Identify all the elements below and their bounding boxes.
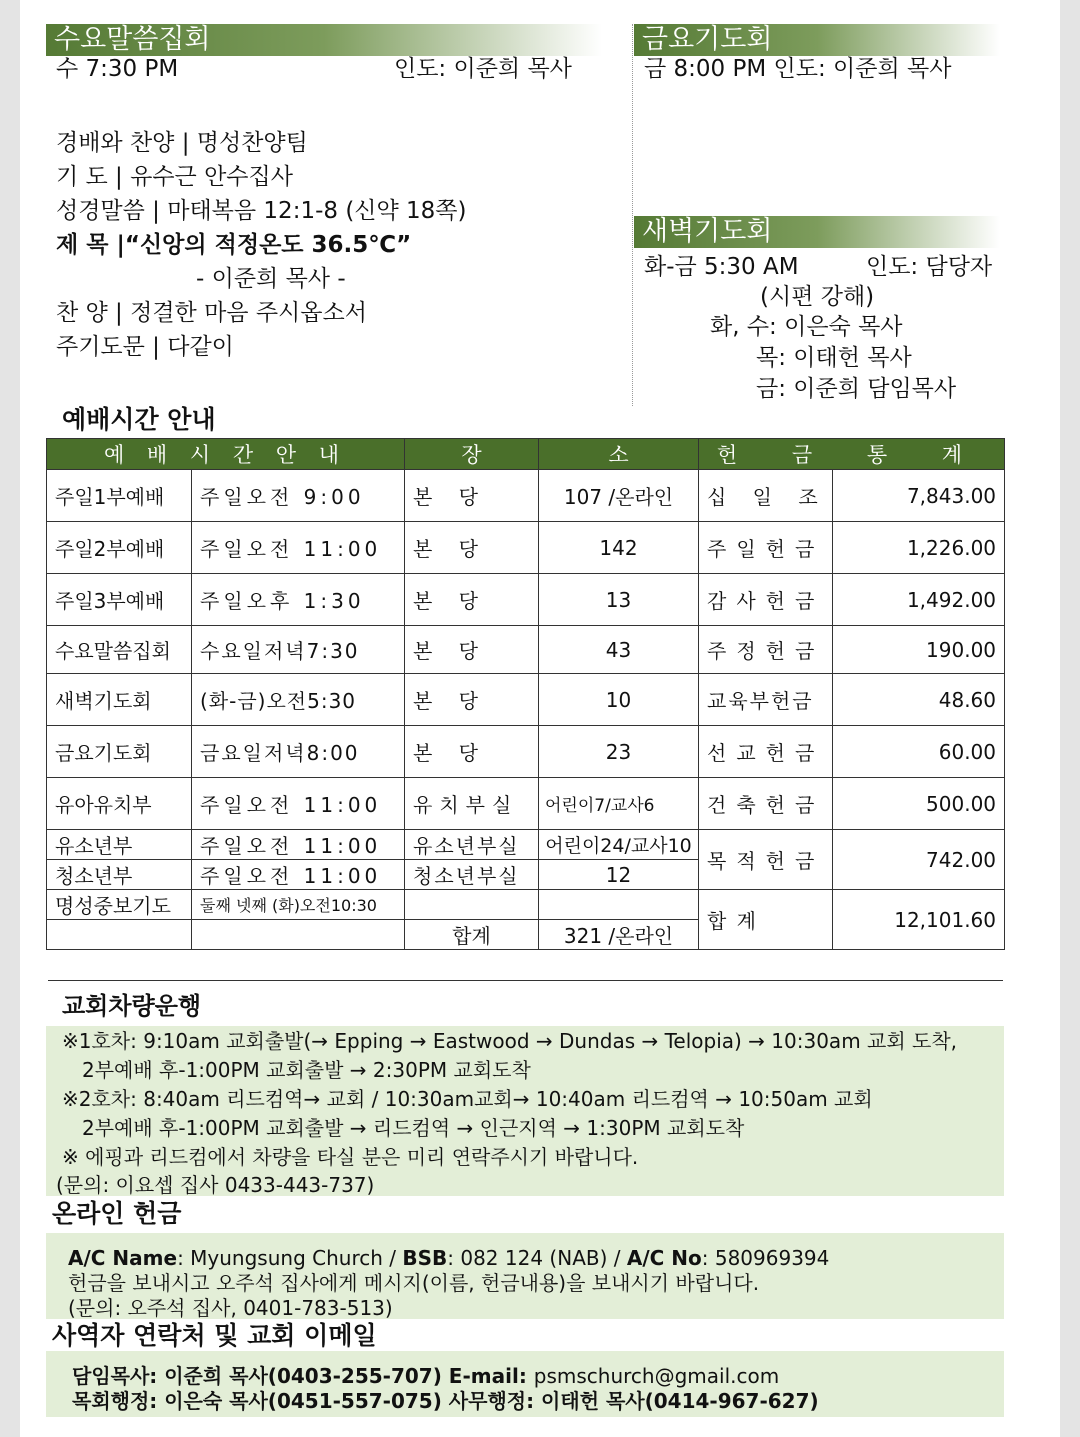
friday-header: 금요기도회 [634, 24, 1000, 56]
table-row [47, 778, 1005, 830]
schedule-section-title: 예배시간 안내 [62, 405, 216, 434]
table-header-row [47, 439, 1005, 470]
service-place: 본 당 [405, 522, 539, 574]
attendance: 10 [539, 674, 699, 726]
vehicle-line: 2부예배 후-1:00PM 교회출발 → 리드컴역 → 인근지역 → 1:30PM 교회도착 [82, 1116, 745, 1140]
service-name: 유소년부 [47, 830, 192, 860]
table-row [47, 574, 1005, 626]
preacher: - 이준희 목사 - [196, 266, 346, 292]
table-row [47, 890, 1005, 920]
acc-name-label: A/C Name [68, 1246, 178, 1270]
service-place: 본 당 [405, 674, 539, 726]
offering-label: 주정헌금 [699, 626, 833, 674]
service-time: 둘째 넷째 (화)오전10:30 [192, 890, 405, 920]
program-line: 찬 양 | 정결한 마음 주시옵소서 [56, 300, 367, 326]
program-line: 경배와 찬양 | 명성찬양팀 [56, 130, 308, 156]
table-row [47, 830, 1005, 860]
attendance: 어린이24/교사10 [539, 830, 699, 860]
table-row [47, 726, 1005, 778]
church-email[interactable]: psmschurch@gmail.com [533, 1364, 780, 1388]
friday-line: 금 8:00 PM 인도: 이준희 목사 [644, 56, 952, 82]
service-time: 주일오전 11:00 [192, 778, 405, 830]
service-name: 주일3부예배 [47, 574, 192, 626]
offering-label: 주일헌금 [699, 522, 833, 574]
offering-amount: 7,843.00 [833, 470, 1005, 522]
offering-amount: 1,226.00 [833, 522, 1005, 574]
wednesday-header: 수요말씀집회 [46, 24, 602, 56]
schedule-table [46, 438, 1005, 950]
offering-amount: 1,492.00 [833, 574, 1005, 626]
empty-cell [539, 890, 699, 920]
service-place: 유치부실 [405, 778, 539, 830]
offering-amount: 500.00 [833, 778, 1005, 830]
service-name: 주일2부예배 [47, 522, 192, 574]
section-divider [48, 980, 1003, 981]
program-line: 기 도 | 유수근 안수집사 [56, 164, 293, 190]
service-place: 본 당 [405, 726, 539, 778]
dawn-note: (시편 강해) [760, 284, 875, 310]
dawn-row: 화, 수: 이은숙 목사 [710, 314, 903, 340]
sum-label: 합 계 [699, 890, 833, 950]
attendance: 23 [539, 726, 699, 778]
acc-name-value: : Myungsung Church / [177, 1246, 403, 1270]
online-instruction: 헌금을 보내시고 오주석 집사에게 메시지(이름, 헌금내용)을 보내시기 바랍니다. [68, 1271, 760, 1295]
service-place: 유소년부실 [405, 830, 539, 860]
service-place: 청소년부실 [405, 860, 539, 890]
empty-cell [47, 920, 192, 950]
service-time: 수요일저녁7:30 [192, 626, 405, 674]
service-name: 명성중보기도 [47, 890, 192, 920]
vehicle-line: ※2호차: 8:40am 리드컴역→ 교회 / 10:30am교회→ 10:40am 리드컴역 → 10:50am 교회 [62, 1087, 873, 1111]
program-line: 주기도문 | 다같이 [56, 334, 234, 360]
program-line: 성경말씀 | 마태복음 12:1-8 (신약 18쪽) [56, 198, 467, 224]
service-name: 주일1부예배 [47, 470, 192, 522]
service-place: 본 당 [405, 574, 539, 626]
empty-cell [192, 920, 405, 950]
sermon-title: 제 목 |“신앙의 적정온도 36.5℃” [56, 232, 412, 258]
column-divider [632, 24, 633, 406]
acc-no-label: A/C No [626, 1246, 702, 1270]
dawn-header: 새벽기도회 [634, 216, 1000, 248]
table-row [47, 470, 1005, 522]
service-time: 주일오후 1:30 [192, 574, 405, 626]
header-place: 장 [405, 439, 539, 470]
bulletin-page [20, 0, 1060, 1437]
dawn-leader: 인도: 담당자 [866, 254, 993, 280]
offering-label: 감사헌금 [699, 574, 833, 626]
acc-no-value: : 580969394 [701, 1246, 830, 1270]
header-offering: 헌 금 통 계 [699, 439, 1005, 470]
service-name: 금요기도회 [47, 726, 192, 778]
total-label: 합계 [405, 920, 539, 950]
dawn-row: 목: 이태헌 목사 [756, 345, 912, 371]
attendance: 43 [539, 626, 699, 674]
account-line [68, 1244, 829, 1272]
attendance: 13 [539, 574, 699, 626]
service-time: 금요일저녁8:00 [192, 726, 405, 778]
header-place: 소 [539, 439, 699, 470]
service-place: 본 당 [405, 470, 539, 522]
vehicle-line: ※1호차: 9:10am 교회출발(→ Epping → Eastwood → Dundas → Telopia) → 10:30am 교회 도착, [62, 1029, 958, 1053]
contacts-title: 사역자 연락처 및 교회 이메일 [52, 1321, 377, 1350]
table-row [47, 522, 1005, 574]
attendance: 142 [539, 522, 699, 574]
vehicle-line: ※ 에핑과 리드컴에서 차량을 타실 분은 미리 연락주시기 바랍니다. [62, 1145, 639, 1169]
attendance: 12 [539, 860, 699, 890]
wednesday-time: 수 7:30 PM [56, 56, 179, 82]
admin-line: 목회행정: 이은숙 목사(0451-557-075) 사무행정: 이태헌 목사(0414-967-627) [72, 1389, 819, 1413]
service-time: 주일오전 11:00 [192, 522, 405, 574]
table-row [47, 674, 1005, 726]
online-title: 온라인 헌금 [52, 1199, 182, 1228]
offering-label: 선교헌금 [699, 726, 833, 778]
service-time: (화-금)오전5:30 [192, 674, 405, 726]
offering-amount: 190.00 [833, 626, 1005, 674]
wednesday-leader: 인도: 이준희 목사 [394, 56, 572, 82]
table-row [47, 626, 1005, 674]
attendance: 107 /온라인 [539, 470, 699, 522]
service-time: 주일오전 11:00 [192, 830, 405, 860]
vehicle-line: 2부예배 후-1:00PM 교회출발 → 2:30PM 교회도착 [82, 1058, 531, 1082]
pastor-contact: 담임목사: 이준희 목사(0403-255-707) E-mail: [72, 1364, 534, 1388]
dawn-time: 화-금 5:30 AM [644, 254, 799, 280]
vehicle-title: 교회차량운행 [62, 992, 202, 1020]
offering-label: 십 일 조 [699, 470, 833, 522]
dawn-row: 금: 이준희 담임목사 [756, 376, 957, 402]
offering-amount: 60.00 [833, 726, 1005, 778]
offering-label: 목적헌금 [699, 830, 833, 890]
attendance: 어린이7/교사6 [539, 778, 699, 830]
service-name: 청소년부 [47, 860, 192, 890]
offering-label: 교육부헌금 [699, 674, 833, 726]
sum-amount: 12,101.60 [833, 890, 1005, 950]
service-time: 주일오전 11:00 [192, 860, 405, 890]
bsb-label: BSB [402, 1246, 448, 1270]
service-name: 수요말씀집회 [47, 626, 192, 674]
header-service: 예 배 시 간 안 내 [47, 439, 405, 470]
bsb-value: : 082 124 (NAB) / [447, 1246, 627, 1270]
offering-label: 건축헌금 [699, 778, 833, 830]
service-name: 유아유치부 [47, 778, 192, 830]
service-name: 새벽기도회 [47, 674, 192, 726]
offering-amount: 48.60 [833, 674, 1005, 726]
total-count: 321 /온라인 [539, 920, 699, 950]
empty-cell [405, 890, 539, 920]
vehicle-contact: (문의: 이요셉 집사 0433-443-737) [56, 1173, 375, 1197]
pastor-line [72, 1362, 779, 1390]
service-place: 본 당 [405, 626, 539, 674]
service-time: 주일오전 9:00 [192, 470, 405, 522]
online-contact: (문의: 오주석 집사, 0401-783-513) [68, 1296, 393, 1320]
offering-amount: 742.00 [833, 830, 1005, 890]
